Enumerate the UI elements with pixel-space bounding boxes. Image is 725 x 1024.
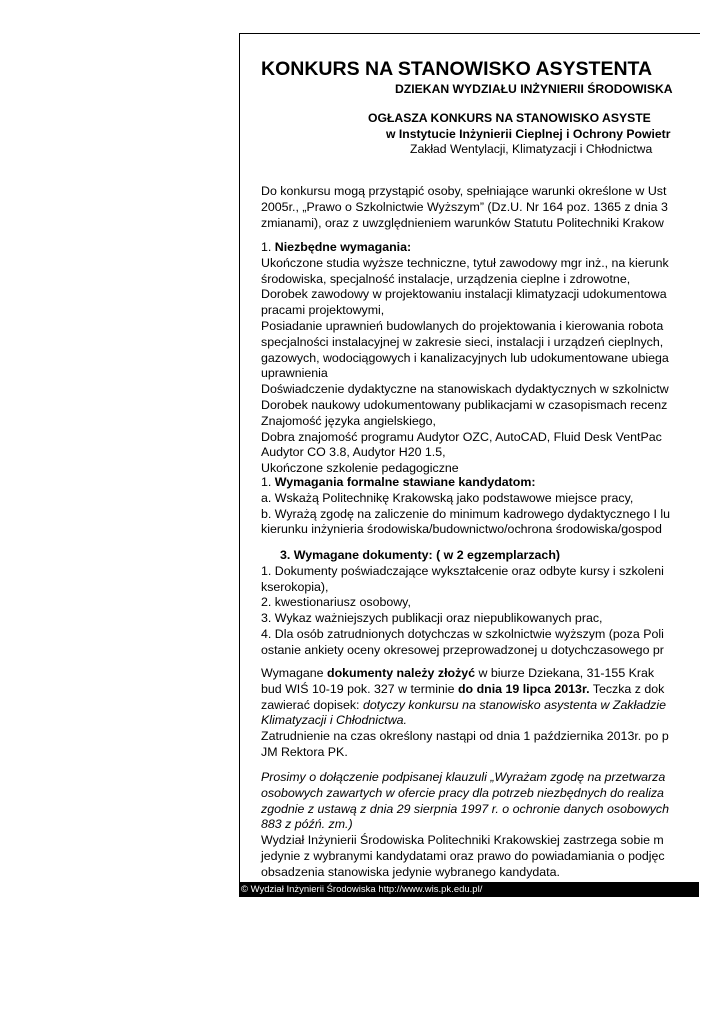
documents-section [261, 548, 664, 659]
list-item: kserokopia), [261, 579, 329, 594]
formal-heading [261, 475, 670, 491]
department-line: Zakład Wentylacji, Klimatyzacji i Chłodnictwa [410, 142, 653, 156]
list-item: a. Wskażą Politechnikę Krakowską jako podstawowe miejsce pracy, [261, 490, 634, 505]
text-span: w biurze Dziekana, 31-155 Krak [475, 666, 655, 680]
requirements-heading [261, 240, 669, 256]
footer-bar: © Wydział Inżynierii Środowiska http://www.wis.pk.edu.pl/ [239, 882, 699, 897]
consent-line: obsadzenia stanowiska jedynie wybranego kandydata. [261, 864, 560, 879]
employment-line: JM Rektora PK. [261, 744, 348, 759]
list-item: Audytor CO 3.8, Audytor H20 1.5, [261, 445, 446, 460]
consent-line: osobowych zawartych w ofercie pracy dla potrzeb niezbędnych do realiza [261, 785, 664, 800]
requirements-section [261, 240, 669, 477]
list-item: Ukończone studia wyższe techniczne, tytuł zawodowy mgr inż., na kierunk [261, 255, 669, 270]
list-item: 4. Dla osób zatrudnionych dotychczas w szkolnictwie wyższym (poza Poli [261, 626, 664, 641]
intro-line: 2005r., „Prawo o Szkolnictwie Wyższym” (Dz.U. Nr 164 poz. 1365 z dnia 3 [261, 199, 668, 214]
consent-paragraph [261, 770, 669, 881]
consent-line: Wydział Inżynierii Środowiska Politechniki Krakowskiej zastrzega sobie m [261, 833, 664, 848]
intro-line: Do konkursu mogą przystąpić osoby, spełniające warunki określone w Ust [261, 184, 667, 198]
list-item: Dobra znajomość programu Audytor OZC, AutoCAD, Fluid Desk VentPac [261, 429, 662, 444]
announce-line: OGŁASZA KONKURS NA STANOWISKO ASYSTE [368, 111, 651, 125]
page-title: KONKURS NA STANOWISKO ASYSTENTA [261, 58, 653, 80]
dean-line: DZIEKAN WYDZIAŁU INŻYNIERII ŚRODOWISKA [395, 82, 673, 96]
consent-line: jedynie z wybranymi kandydatami oraz prawo do powiadamiania o podjęc [261, 848, 665, 863]
submission-line [261, 666, 669, 682]
employment-line: Zatrudnienie na czas określony nastąpi od dnia 1 października 2013r. po p [261, 729, 669, 744]
list-item: 3. Wykaz ważniejszych publikacji oraz niepublikowanych prac, [261, 611, 603, 626]
list-item: Ukończone szkolenie pedagogiczne [261, 461, 459, 476]
list-item: Dorobek naukowy udokumentowany publikacjami w czasopismach recenz [261, 397, 668, 412]
text-span: bud WIŚ 10-19 pok. 327 w terminie [261, 681, 458, 696]
list-item: 1. Dokumenty poświadczające wykształcenie oraz odbyte kursy i szkoleni [261, 563, 664, 578]
list-item: gazowych, wodociągowych i kanalizacyjnych lub udokumentowane ubiega [261, 350, 669, 365]
submission-line: Klimatyzacji i Chłodnictwa. [261, 713, 407, 728]
section-heading: Wymagania formalne stawiane kandydatom: [274, 475, 536, 489]
intro-paragraph [261, 184, 668, 231]
documents-heading: 3. Wymagane dokumenty: ( w 2 egzemplarzach) [280, 548, 561, 562]
submission-line [261, 698, 669, 714]
formal-requirements-section [261, 475, 670, 538]
section-heading: Niezbędne wymagania: [274, 240, 412, 254]
consent-line: 883 z późń. zm.) [261, 817, 353, 832]
list-item: ostanie ankiety oceny okresowej przeprowadzonej u dotychczasowego pr [261, 642, 664, 657]
list-item: Posiadanie uprawnień budowlanych do projektowania i kierowania robota [261, 318, 664, 333]
intro-line: zmianami), oraz z uwzględnieniem warunków Statutu Politechniki Krakow [261, 215, 664, 230]
deadline-date: do dnia 19 lipca 2013r. [457, 681, 590, 696]
list-item: kierunku inżynieria środowiska/budownictwo/ochrona środowiska/gospod [261, 522, 662, 537]
consent-line: Prosimy o dołączenie podpisanej klauzuli „Wyrażam zgodę na przetwarza [261, 770, 666, 784]
list-item: pracami projektowymi, [261, 303, 385, 318]
list-item: środowiska, specjalność instalacje, urządzenia cieplne i zdrowotne, [261, 271, 631, 286]
list-item: Dorobek zawodowy w projektowaniu instalacji klimatyzacji udokumentowa [261, 287, 667, 302]
bold-span: dokumenty należy złożyć [327, 666, 476, 680]
list-item: specjalności instalacyjnej w zakresie sieci, instalacji i urządzeń cieplnych, [261, 334, 664, 349]
document-page [239, 33, 700, 896]
list-item: Znajomość języka angielskiego, [261, 413, 436, 428]
list-item: Doświadczenie dydaktyczne na stanowiskach dydaktycznych w szkolnictw [261, 382, 669, 397]
text-span: Teczka z dok [589, 681, 665, 696]
list-item: b. Wyrażą zgodę na zaliczenie do minimum kadrowego dydaktycznego I lu [261, 506, 670, 521]
submission-paragraph [261, 666, 669, 761]
consent-line: zgodnie z ustawą z dnia 29 sierpnia 1997 r. o ochronie danych osobowych [261, 801, 670, 816]
institute-line: w Instytucie Inżynierii Cieplnej i Ochrony Powietr [386, 127, 671, 141]
list-item: 2. kwestionariusz osobowy, [261, 595, 411, 610]
italic-span: dotyczy konkursu na stanowisko asystenta w Zakładzie [362, 697, 666, 712]
list-item: uprawnienia [261, 366, 328, 381]
text-span: Wymagane [261, 666, 328, 680]
section-number: 1. [261, 240, 275, 254]
submission-line [261, 682, 669, 698]
text-span: zawierać dopisek: [261, 697, 363, 712]
section-number: 1. [261, 475, 275, 489]
